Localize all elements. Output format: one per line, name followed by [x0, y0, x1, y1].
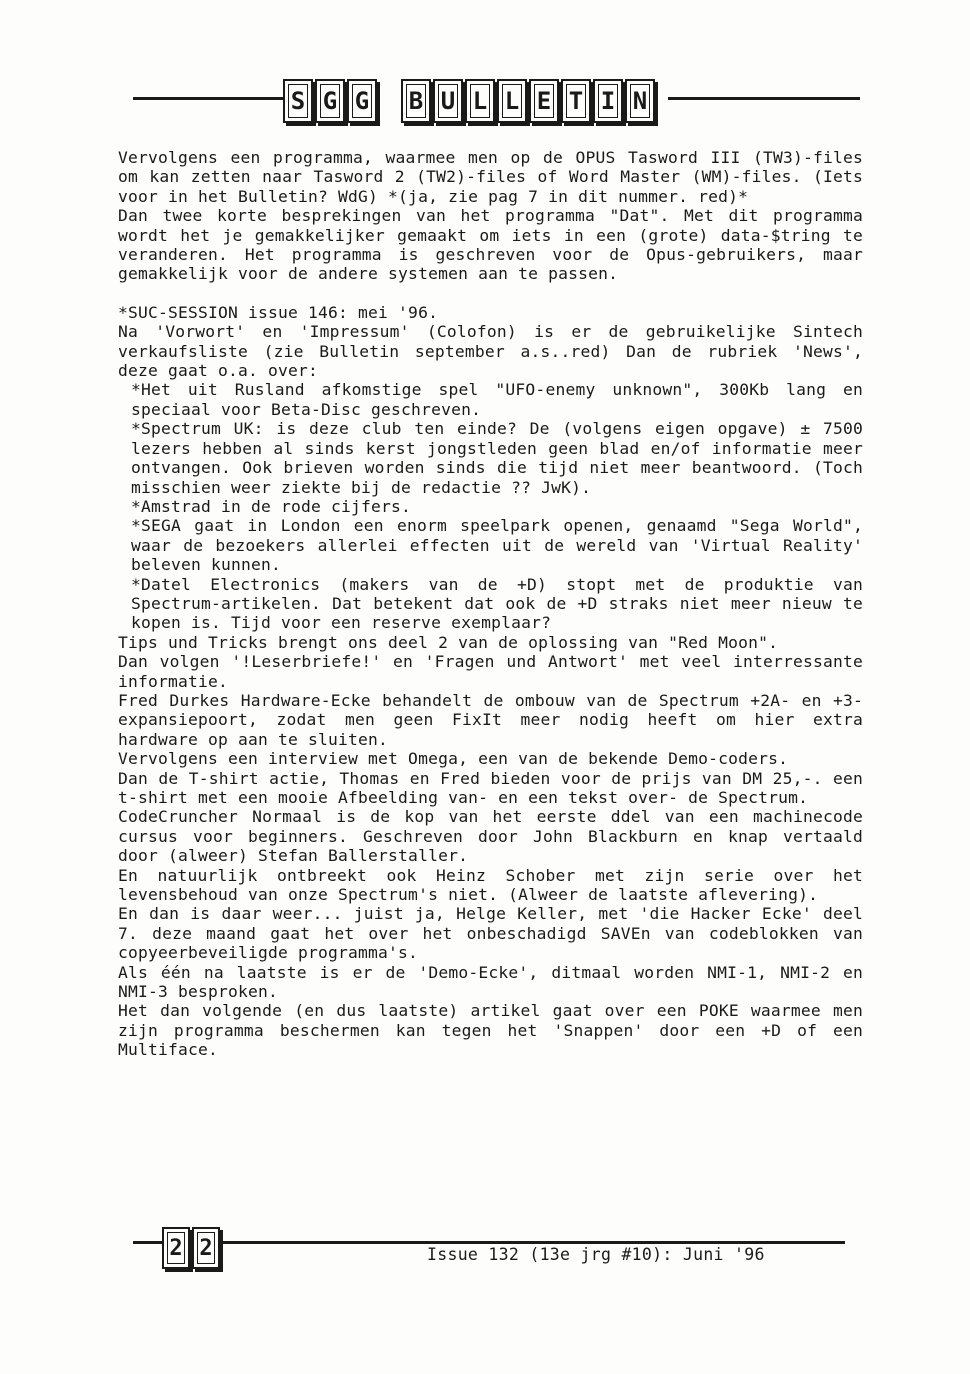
- masthead-letter: I: [593, 79, 623, 123]
- masthead-letter: N: [625, 79, 655, 123]
- article-body: [118, 148, 863, 1060]
- masthead-bulletin: [401, 79, 655, 123]
- article-paragraph: En dan is daar weer... juist ja, Helge Keller, met 'die Hacker Ecke' deel 7. deze maand gaat het over het onbeschadigd SAVEn van codeblokken van copyeerbeveiligde programma's.: [118, 904, 863, 963]
- article-paragraph: Fred Durkes Hardware-Ecke behandelt de ombouw van de Spectrum +2A- en +3-expansiepoort, zodat men geen FixIt meer nodig heeft om hier extra hardware op aan te sluiten.: [118, 690, 863, 749]
- article-paragraph: *SEGA gaat in London een enorm speelpark openen, genaamd "Sega World", waar de bezoekers allerlei effecten uit de wereld van 'Virtual Reality' beleven kunnen.: [131, 516, 863, 575]
- masthead-letter: T: [561, 79, 591, 123]
- footer-rule: [133, 1241, 845, 1244]
- masthead-letter: L: [465, 79, 495, 123]
- masthead-letter: G: [347, 79, 377, 123]
- article-paragraph: En natuurlijk ontbreekt ook Heinz Schober met zijn serie over het levensbehoud van onze Spectrum's niet. (Alweer de laatste aflevering).: [118, 865, 863, 905]
- article-paragraph: *Spectrum UK: is deze club ten einde? De (volgens eigen opgave) ± 7500 lezers hebben al sinds kerst jongstleden geen blad en/of informatie meer ontvangen. Ook brieven worden sinds die tijd niet meer beantwoord. (Toch misschien weer ziekte bij de redactie ?? JwK).: [131, 419, 863, 497]
- masthead-letter: U: [433, 79, 463, 123]
- masthead-letter: B: [401, 79, 431, 123]
- article-paragraph: Dan twee korte besprekingen van het programma "Dat". Met dit programma wordt het je gemakkelijker gemaakt om iets in een (grote) data-$tring te veranderen. Het programma is geschreven voor de Opus-gebruikers, maar gemakkelijk voor de andere systemen aan te passen.: [118, 206, 863, 284]
- article-paragraph: Dan de T-shirt actie, Thomas en Fred bieden voor de prijs van DM 25,-. een t-shirt met een mooie Afbeelding van- en een tekst over- de Spectrum.: [118, 768, 863, 807]
- article-paragraph: *Datel Electronics (makers van de +D) stopt met de produktie van Spectrum-artikelen. Dat betekent dat ook de +D straks niet meer nieuw te kopen is. Tijd voor een reserve exemplaar?: [131, 574, 863, 633]
- header-rule-right: [668, 97, 860, 100]
- article-paragraph: Dan volgen '!Leserbriefe!' en 'Fragen und Antwort' met veel interressante informatie.: [118, 652, 863, 691]
- masthead-letter: E: [529, 79, 559, 123]
- article-paragraph: Vervolgens een interview met Omega, een van de bekende Demo-coders.: [118, 749, 789, 769]
- article-paragraph: Tips und Tricks brengt ons deel 2 van de oplossing van "Red Moon".: [118, 632, 779, 652]
- article-paragraph: *Amstrad in de rode cijfers.: [131, 496, 412, 516]
- article-paragraph: Als één na laatste is er de 'Demo-Ecke', ditmaal worden NMI-1, NMI-2 en NMI-3 besproken.: [118, 962, 863, 1002]
- page-number: [162, 1227, 220, 1269]
- masthead-letter: S: [283, 79, 313, 123]
- article-paragraph: *SUC-SESSION issue 146: mei '96.: [118, 302, 439, 322]
- article-paragraph: *Het uit Rusland afkomstige spel "UFO-enemy unknown", 300Kb lang en speciaal voor Beta-Disc geschreven.: [131, 380, 863, 419]
- page-digit: 2: [192, 1227, 220, 1269]
- masthead-letter: G: [315, 79, 345, 123]
- article-paragraph: Vervolgens een programma, waarmee men op de OPUS Tasword III (TW3)-files om kan zetten naar Tasword 2 (TW2)-files of Word Master (WM)-files. (Iets voor in het Bulletin? WdG) *(ja, zie pag 7 in dit nummer. red)*: [118, 148, 863, 206]
- article-paragraph: Het dan volgende (en dus laatste) artikel gaat over een POKE waarmee men zijn programma beschermen kan tegen het 'Snappen' door een +D of een Multiface.: [118, 1001, 863, 1060]
- masthead-letter: L: [497, 79, 527, 123]
- masthead: [283, 79, 655, 123]
- article-paragraph: CodeCruncher Normaal is de kop van het eerste ddel van een machinecode cursus voor beginners. Geschreven door John Blackburn en knap vertaald door (alweer) Stefan Ballerstaller.: [118, 807, 863, 866]
- header-rule-left: [133, 97, 283, 100]
- masthead-sgg: [283, 79, 377, 123]
- page-digit: 2: [162, 1227, 190, 1269]
- article-paragraph: Na 'Vorwort' en 'Impressum' (Colofon) is er de gebruikelijke Sintech verkaufsliste (zie Bulletin september a.s..red) Dan de rubriek 'News', deze gaat o.a. over:: [118, 322, 863, 381]
- issue-line: Issue 132 (13e jrg #10): Juni '96: [427, 1245, 765, 1264]
